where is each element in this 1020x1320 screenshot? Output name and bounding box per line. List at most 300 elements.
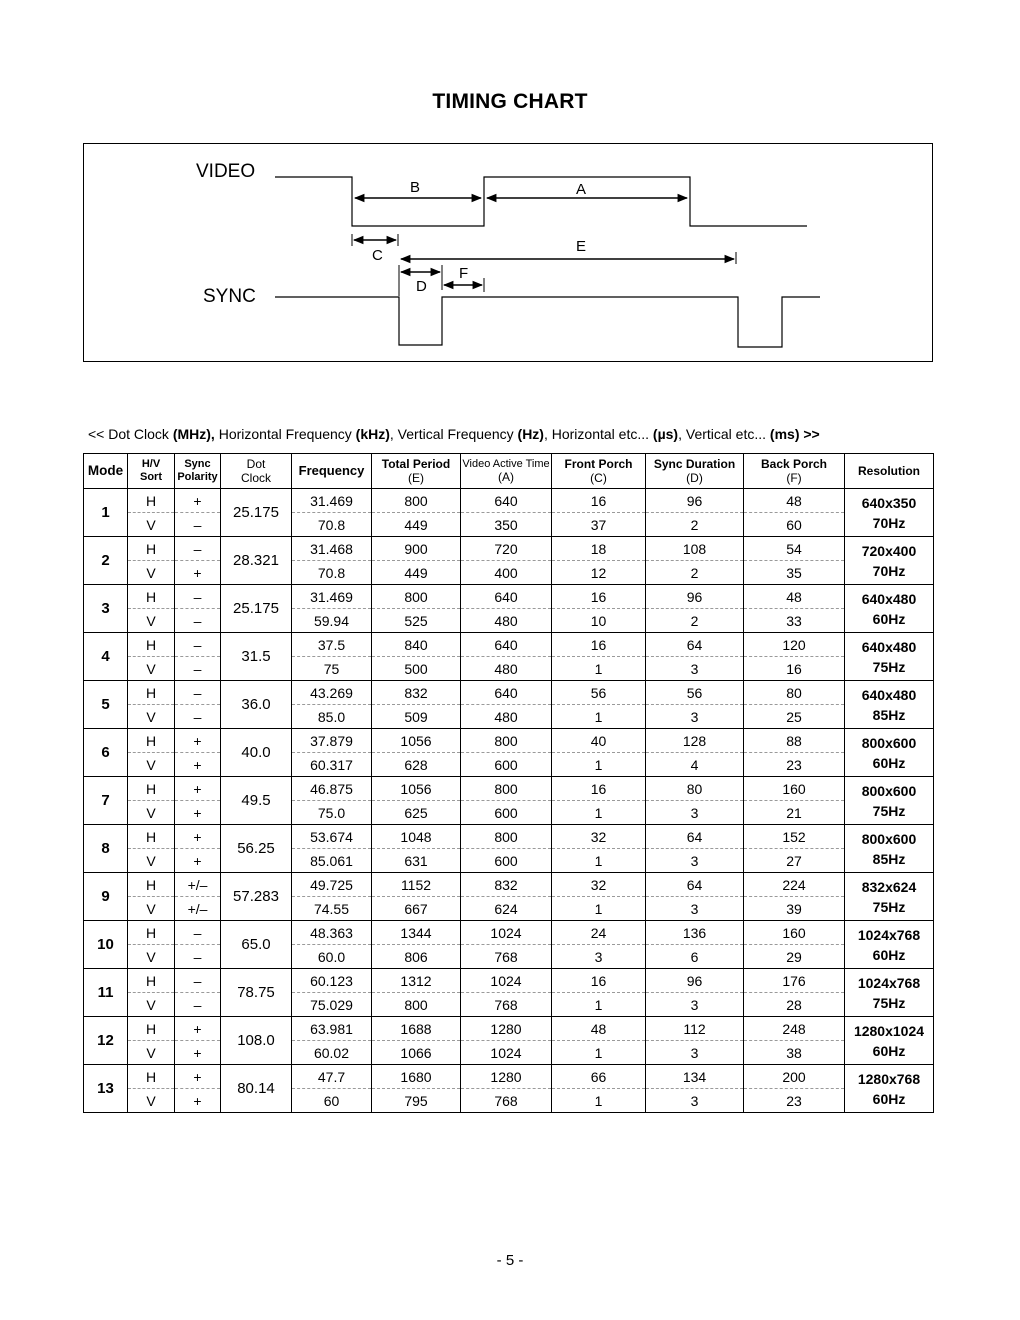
total-period-cell: 900 (372, 537, 461, 561)
sync-duration-cell: 3 (646, 657, 744, 681)
active-time-cell: 640 (461, 633, 552, 657)
frequency-cell: 85.0 (292, 705, 372, 729)
front-porch-cell: 48 (552, 1017, 646, 1041)
hv-sort-cell: V (128, 657, 175, 681)
header-hv-sort: H/V Sort (128, 454, 175, 489)
total-period-cell: 800 (372, 489, 461, 513)
sync-duration-cell: 2 (646, 513, 744, 537)
resolution-refresh: 75Hz (872, 802, 906, 819)
front-porch-cell: 1 (552, 1089, 646, 1113)
mode-number-cell: 1 (84, 489, 128, 537)
sync-duration-cell: 96 (646, 969, 744, 993)
page-title: TIMING CHART (432, 90, 588, 113)
c-label: C (372, 247, 383, 264)
back-porch-cell: 200 (744, 1065, 845, 1089)
active-time-cell: 624 (461, 897, 552, 921)
legend-hfreq-unit: (kHz) (355, 426, 390, 442)
table-row (84, 513, 934, 537)
table-row (84, 585, 934, 609)
back-porch-cell: 224 (744, 873, 845, 897)
sync-polarity-cell: + (175, 729, 221, 753)
active-time-cell: 720 (461, 537, 552, 561)
total-period-cell: 1048 (372, 825, 461, 849)
total-period-cell: 1066 (372, 1041, 461, 1065)
resolution-refresh: 70Hz (872, 562, 906, 579)
frequency-cell: 53.674 (292, 825, 372, 849)
back-porch-cell: 39 (744, 897, 845, 921)
header-back-porch: Back Porch (F) (744, 454, 845, 489)
hv-sort-cell: V (128, 1041, 175, 1065)
dot-clock-cell: 78.75 (221, 969, 292, 1017)
header-mode: Mode (84, 454, 128, 489)
sync-polarity-cell: + (175, 561, 221, 585)
sync-polarity-cell: + (175, 1089, 221, 1113)
back-porch-cell: 48 (744, 585, 845, 609)
frequency-cell: 59.94 (292, 609, 372, 633)
active-time-cell: 480 (461, 609, 552, 633)
resolution-size: 640x480 (861, 638, 917, 655)
hv-sort-cell: H (128, 489, 175, 513)
frequency-cell: 37.879 (292, 729, 372, 753)
hv-sort-cell: H (128, 825, 175, 849)
resolution-cell (845, 537, 934, 585)
hv-sort-cell: H (128, 729, 175, 753)
back-porch-cell: 152 (744, 825, 845, 849)
table-row (84, 1089, 934, 1113)
b-label: B (410, 179, 421, 196)
resolution-refresh: 70Hz (872, 514, 906, 531)
sync-polarity-cell: – (175, 705, 221, 729)
total-period-cell: 806 (372, 945, 461, 969)
resolution-refresh: 60Hz (872, 610, 906, 627)
total-period-cell: 795 (372, 1089, 461, 1113)
sync-polarity-cell: – (175, 921, 221, 945)
sync-duration-cell: 96 (646, 585, 744, 609)
front-porch-cell: 1 (552, 753, 646, 777)
sync-polarity-cell: – (175, 945, 221, 969)
sync-duration-cell: 64 (646, 633, 744, 657)
front-porch-cell: 1 (552, 897, 646, 921)
active-time-cell: 400 (461, 561, 552, 585)
front-porch-cell: 40 (552, 729, 646, 753)
resolution-cell (845, 729, 934, 777)
sync-duration-cell: 136 (646, 921, 744, 945)
back-porch-cell: 176 (744, 969, 845, 993)
front-porch-cell: 1 (552, 993, 646, 1017)
frequency-cell: 63.981 (292, 1017, 372, 1041)
table-row (84, 801, 934, 825)
total-period-cell: 800 (372, 585, 461, 609)
legend-vertical: , Vertical etc... (678, 426, 770, 442)
sync-polarity-cell: – (175, 633, 221, 657)
resolution-cell (845, 873, 934, 921)
back-porch-cell: 60 (744, 513, 845, 537)
resolution-refresh: 75Hz (872, 994, 906, 1011)
active-time-cell: 1024 (461, 969, 552, 993)
resolution-refresh: 60Hz (872, 1090, 906, 1107)
dot-clock-cell: 108.0 (221, 1017, 292, 1065)
resolution-cell (845, 489, 934, 537)
legend-hfreq: Horizontal Frequency (214, 426, 356, 442)
active-time-cell: 600 (461, 849, 552, 873)
sync-duration-cell: 108 (646, 537, 744, 561)
sync-polarity-cell: + (175, 1065, 221, 1089)
table-row (84, 1065, 934, 1089)
hv-sort-cell: V (128, 705, 175, 729)
back-porch-cell: 23 (744, 753, 845, 777)
timing-waveform (83, 143, 933, 362)
active-time-cell: 350 (461, 513, 552, 537)
back-porch-cell: 80 (744, 681, 845, 705)
table-row (84, 1017, 934, 1041)
frequency-cell: 74.55 (292, 897, 372, 921)
sync-polarity-cell: +/– (175, 897, 221, 921)
front-porch-cell: 16 (552, 489, 646, 513)
frequency-cell: 75 (292, 657, 372, 681)
total-period-cell: 509 (372, 705, 461, 729)
back-porch-cell: 25 (744, 705, 845, 729)
back-porch-cell: 23 (744, 1089, 845, 1113)
header-dot-clock: Dot Clock (221, 454, 292, 489)
header-video-active-time: Video Active Time (A) (461, 454, 552, 489)
active-time-cell: 640 (461, 585, 552, 609)
sync-polarity-cell: + (175, 777, 221, 801)
dot-clock-cell: 25.175 (221, 489, 292, 537)
mode-number-cell: 9 (84, 873, 128, 921)
hv-sort-cell: H (128, 969, 175, 993)
total-period-cell: 625 (372, 801, 461, 825)
hv-sort-cell: H (128, 777, 175, 801)
frequency-cell: 31.468 (292, 537, 372, 561)
sync-polarity-cell: – (175, 609, 221, 633)
frequency-cell: 85.061 (292, 849, 372, 873)
active-time-cell: 600 (461, 801, 552, 825)
resolution-refresh: 85Hz (872, 850, 906, 867)
frequency-cell: 49.725 (292, 873, 372, 897)
frequency-cell: 60.02 (292, 1041, 372, 1065)
resolution-cell (845, 633, 934, 681)
dot-clock-cell: 40.0 (221, 729, 292, 777)
table-row (84, 537, 934, 561)
front-porch-cell: 16 (552, 777, 646, 801)
total-period-cell: 832 (372, 681, 461, 705)
mode-number-cell: 12 (84, 1017, 128, 1065)
legend-open: << (88, 426, 105, 442)
sync-duration-cell: 96 (646, 489, 744, 513)
frequency-cell: 75.029 (292, 993, 372, 1017)
sync-polarity-cell: + (175, 1041, 221, 1065)
total-period-cell: 628 (372, 753, 461, 777)
video-label: VIDEO (196, 161, 256, 182)
table-row (84, 849, 934, 873)
frequency-cell: 60 (292, 1089, 372, 1113)
back-porch-cell: 28 (744, 993, 845, 1017)
d-label: D (416, 278, 427, 295)
resolution-refresh: 75Hz (872, 898, 906, 915)
mode-number-cell: 13 (84, 1065, 128, 1113)
total-period-cell: 1688 (372, 1017, 461, 1041)
back-porch-cell: 88 (744, 729, 845, 753)
total-period-cell: 1680 (372, 1065, 461, 1089)
header-sync-polarity: Sync Polarity (175, 454, 221, 489)
resolution-cell (845, 969, 934, 1017)
back-porch-cell: 27 (744, 849, 845, 873)
mode-number-cell: 4 (84, 633, 128, 681)
sync-duration-cell: 3 (646, 1041, 744, 1065)
total-period-cell: 525 (372, 609, 461, 633)
active-time-cell: 832 (461, 873, 552, 897)
sync-polarity-cell: – (175, 537, 221, 561)
resolution-size: 720x400 (861, 542, 917, 559)
hv-sort-cell: V (128, 801, 175, 825)
mode-number-cell: 6 (84, 729, 128, 777)
resolution-size: 1280x768 (857, 1070, 921, 1087)
sync-polarity-cell: + (175, 489, 221, 513)
legend-dot-clock: Dot Clock (104, 426, 173, 442)
resolution-size: 1024x768 (857, 926, 921, 943)
dot-clock-cell: 80.14 (221, 1065, 292, 1113)
active-time-cell: 800 (461, 825, 552, 849)
legend-horizontal: , Horizontal etc... (543, 426, 653, 442)
resolution-refresh: 60Hz (872, 946, 906, 963)
header-sync-duration: Sync Duration (D) (646, 454, 744, 489)
total-period-cell: 500 (372, 657, 461, 681)
table-row (84, 489, 934, 513)
hv-sort-cell: H (128, 537, 175, 561)
sync-duration-cell: 56 (646, 681, 744, 705)
front-porch-cell: 16 (552, 585, 646, 609)
a-label: A (576, 181, 587, 198)
legend-vfreq-unit: (Hz) (517, 426, 544, 442)
resolution-refresh: 85Hz (872, 706, 906, 723)
frequency-cell: 43.269 (292, 681, 372, 705)
front-porch-cell: 3 (552, 945, 646, 969)
mode-number-cell: 2 (84, 537, 128, 585)
hv-sort-cell: V (128, 513, 175, 537)
table-row (84, 1041, 934, 1065)
active-time-cell: 480 (461, 657, 552, 681)
front-porch-cell: 1 (552, 849, 646, 873)
resolution-cell (845, 825, 934, 873)
header-resolution: Resolution (845, 454, 934, 489)
sync-duration-cell: 134 (646, 1065, 744, 1089)
resolution-size: 640x350 (861, 494, 917, 511)
table-row (84, 609, 934, 633)
sync-polarity-cell: – (175, 993, 221, 1017)
sync-polarity-cell: – (175, 681, 221, 705)
frequency-cell: 31.469 (292, 585, 372, 609)
total-period-cell: 631 (372, 849, 461, 873)
front-porch-cell: 18 (552, 537, 646, 561)
table-row (84, 753, 934, 777)
sync-polarity-cell: + (175, 825, 221, 849)
e-label: E (576, 238, 587, 255)
active-time-cell: 800 (461, 777, 552, 801)
front-porch-cell: 16 (552, 633, 646, 657)
frequency-cell: 48.363 (292, 921, 372, 945)
resolution-size: 800x600 (861, 734, 917, 751)
active-time-cell: 768 (461, 945, 552, 969)
table-row (84, 969, 934, 993)
front-porch-cell: 1 (552, 705, 646, 729)
sync-duration-cell: 6 (646, 945, 744, 969)
legend-vertical-unit: (ms) (769, 426, 800, 442)
table-row (84, 657, 934, 681)
sync-duration-cell: 2 (646, 609, 744, 633)
hv-sort-cell: V (128, 897, 175, 921)
active-time-cell: 1024 (461, 921, 552, 945)
frequency-cell: 46.875 (292, 777, 372, 801)
table-row (84, 561, 934, 585)
mode-number-cell: 11 (84, 969, 128, 1017)
active-time-cell: 640 (461, 489, 552, 513)
resolution-size: 800x600 (861, 782, 917, 799)
dot-clock-cell: 25.175 (221, 585, 292, 633)
front-porch-cell: 1 (552, 657, 646, 681)
resolution-cell (845, 585, 934, 633)
table-row (84, 681, 934, 705)
front-porch-cell: 16 (552, 969, 646, 993)
back-porch-cell: 29 (744, 945, 845, 969)
resolution-size: 640x480 (861, 686, 917, 703)
dot-clock-cell: 57.283 (221, 873, 292, 921)
front-porch-cell: 37 (552, 513, 646, 537)
hv-sort-cell: V (128, 753, 175, 777)
legend-dot-clock-unit: (MHz), (172, 426, 215, 442)
units-legend (88, 426, 948, 442)
sync-duration-cell: 3 (646, 993, 744, 1017)
total-period-cell: 1152 (372, 873, 461, 897)
frequency-cell: 60.123 (292, 969, 372, 993)
hv-sort-cell: V (128, 849, 175, 873)
total-period-cell: 449 (372, 513, 461, 537)
resolution-size: 832x624 (861, 878, 917, 895)
table-row (84, 633, 934, 657)
resolution-cell (845, 681, 934, 729)
frequency-cell: 37.5 (292, 633, 372, 657)
sync-polarity-cell: – (175, 513, 221, 537)
resolution-refresh: 60Hz (872, 1042, 906, 1059)
dot-clock-cell: 49.5 (221, 777, 292, 825)
timing-diagram (83, 143, 933, 362)
front-porch-cell: 32 (552, 873, 646, 897)
sync-duration-cell: 80 (646, 777, 744, 801)
sync-duration-cell: 64 (646, 825, 744, 849)
sync-duration-cell: 112 (646, 1017, 744, 1041)
sync-polarity-cell: – (175, 585, 221, 609)
timing-table-body (84, 489, 934, 1113)
hv-sort-cell: V (128, 993, 175, 1017)
legend-close: >> (803, 426, 820, 442)
dot-clock-cell: 65.0 (221, 921, 292, 969)
mode-number-cell: 7 (84, 777, 128, 825)
page-number: - 5 - (496, 1252, 524, 1269)
hv-sort-cell: V (128, 945, 175, 969)
sync-polarity-cell: + (175, 849, 221, 873)
sync-label: SYNC (203, 286, 256, 307)
sync-polarity-cell: + (175, 801, 221, 825)
sync-duration-cell: 3 (646, 705, 744, 729)
total-period-cell: 800 (372, 993, 461, 1017)
table-row (84, 897, 934, 921)
active-time-cell: 800 (461, 729, 552, 753)
header-front-porch: Front Porch (C) (552, 454, 646, 489)
frequency-cell: 75.0 (292, 801, 372, 825)
back-porch-cell: 160 (744, 777, 845, 801)
hv-sort-cell: H (128, 873, 175, 897)
resolution-cell (845, 1065, 934, 1113)
dot-clock-cell: 56.25 (221, 825, 292, 873)
resolution-cell (845, 921, 934, 969)
legend-horizontal-unit: (µs) (652, 426, 679, 442)
table-row (84, 993, 934, 1017)
mode-number-cell: 10 (84, 921, 128, 969)
active-time-cell: 600 (461, 753, 552, 777)
frequency-cell: 70.8 (292, 561, 372, 585)
total-period-cell: 667 (372, 897, 461, 921)
resolution-refresh: 75Hz (872, 658, 906, 675)
dot-clock-cell: 31.5 (221, 633, 292, 681)
resolution-size: 800x600 (861, 830, 917, 847)
back-porch-cell: 54 (744, 537, 845, 561)
total-period-cell: 1056 (372, 777, 461, 801)
table-row (84, 777, 934, 801)
resolution-cell (845, 777, 934, 825)
active-time-cell: 768 (461, 993, 552, 1017)
table-row (84, 729, 934, 753)
resolution-cell (845, 1017, 934, 1065)
sync-duration-cell: 3 (646, 897, 744, 921)
sync-polarity-cell: +/– (175, 873, 221, 897)
sync-polarity-cell: – (175, 657, 221, 681)
total-period-cell: 1312 (372, 969, 461, 993)
frequency-cell: 60.317 (292, 753, 372, 777)
active-time-cell: 640 (461, 681, 552, 705)
legend-vfreq: , Vertical Frequency (389, 426, 518, 442)
back-porch-cell: 33 (744, 609, 845, 633)
frequency-cell: 47.7 (292, 1065, 372, 1089)
hv-sort-cell: H (128, 681, 175, 705)
sync-duration-cell: 3 (646, 849, 744, 873)
front-porch-cell: 32 (552, 825, 646, 849)
sync-duration-cell: 128 (646, 729, 744, 753)
frequency-cell: 70.8 (292, 513, 372, 537)
active-time-cell: 480 (461, 705, 552, 729)
total-period-cell: 840 (372, 633, 461, 657)
resolution-size: 640x480 (861, 590, 917, 607)
mode-number-cell: 8 (84, 825, 128, 873)
sync-duration-cell: 4 (646, 753, 744, 777)
hv-sort-cell: V (128, 1089, 175, 1113)
active-time-cell: 1024 (461, 1041, 552, 1065)
back-porch-cell: 21 (744, 801, 845, 825)
hv-sort-cell: H (128, 633, 175, 657)
total-period-cell: 1344 (372, 921, 461, 945)
sync-waveform (275, 297, 820, 347)
sync-polarity-cell: – (175, 969, 221, 993)
sync-polarity-cell: + (175, 753, 221, 777)
total-period-cell: 1056 (372, 729, 461, 753)
total-period-cell: 449 (372, 561, 461, 585)
active-time-cell: 768 (461, 1089, 552, 1113)
hv-sort-cell: H (128, 585, 175, 609)
hv-sort-cell: V (128, 561, 175, 585)
back-porch-cell: 35 (744, 561, 845, 585)
sync-duration-cell: 3 (646, 801, 744, 825)
resolution-refresh: 60Hz (872, 754, 906, 771)
header-total-period: Total Period (E) (372, 454, 461, 489)
table-row (84, 945, 934, 969)
